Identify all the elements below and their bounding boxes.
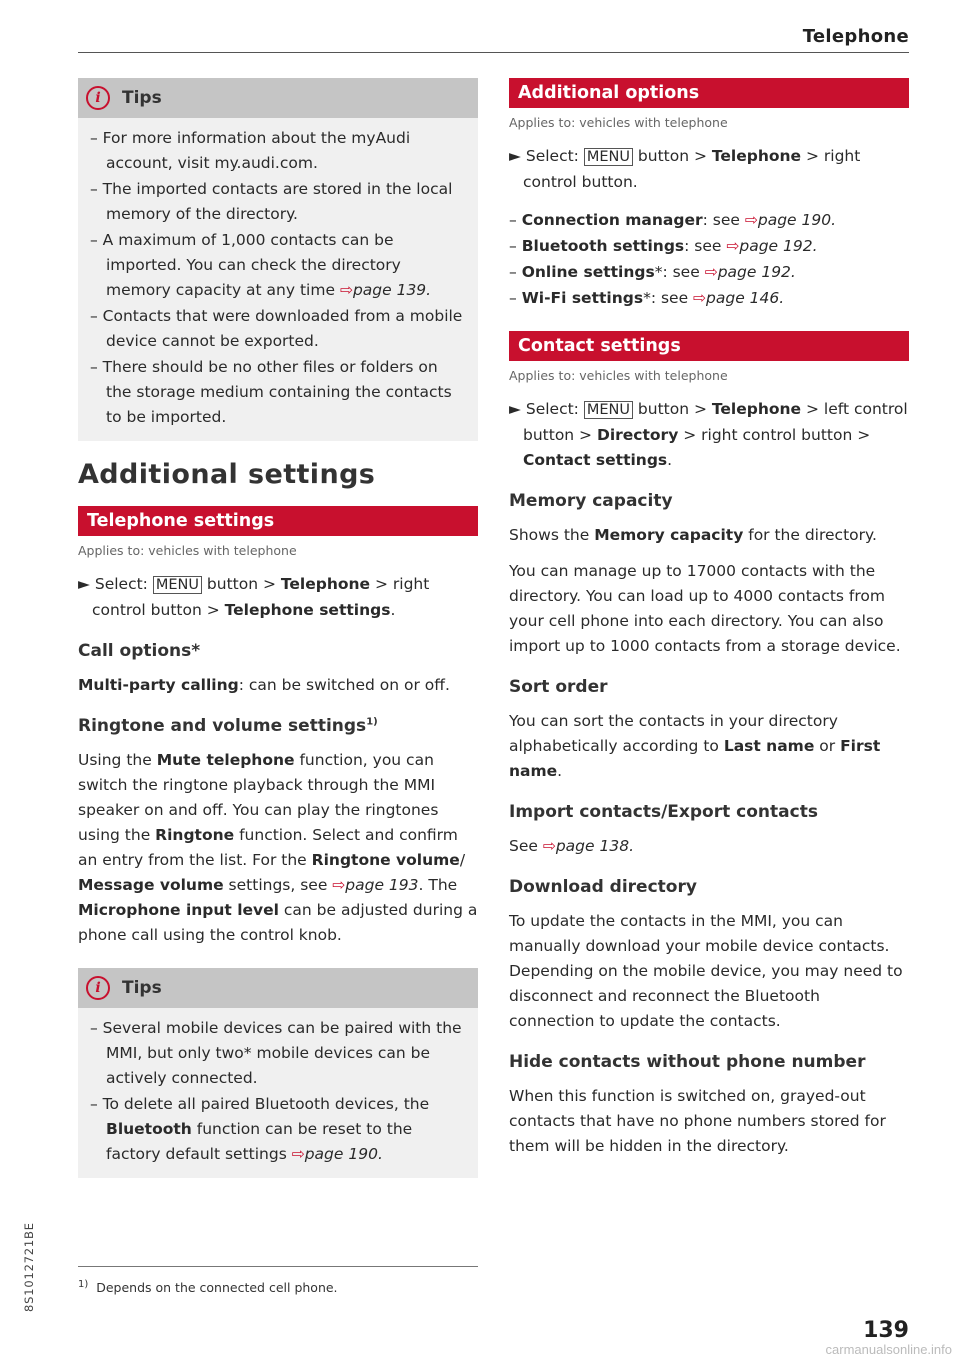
info-icon: i <box>86 86 110 110</box>
memory-capacity-heading: Memory capacity <box>509 491 673 511</box>
arrow-right-icon: ⇨ <box>339 281 353 299</box>
list-item: – Wi-Fi settings*: see ⇨page 146. <box>509 289 785 307</box>
page-reference-text: page 193 <box>345 876 419 894</box>
import-export-text <box>509 834 909 859</box>
bold-term: Connection manager <box>521 211 703 229</box>
tips-item <box>90 1092 464 1167</box>
tips-item-text: function can be reset to the factory default settings <box>106 1120 413 1163</box>
page-reference-text: page 192. <box>717 263 796 281</box>
page-reference-text: page 190. <box>757 211 837 229</box>
select-label: Select: <box>525 400 579 418</box>
download-text: To update the contacts in the MMI, you can manually download your mobile device contacts. Depending on the mobile device, you may need to disconnect and reconnect the Bluetooth connection to update the contacts. <box>509 912 903 1030</box>
menu-key: MENU <box>584 401 633 419</box>
body-text: can be adjusted during a phone call using the control knob. <box>78 901 478 944</box>
body-text: / <box>459 851 466 869</box>
sort-text <box>509 709 909 784</box>
tips-item-text: – To delete all paired Bluetooth devices, the <box>90 1095 430 1113</box>
page-reference-link[interactable] <box>340 281 431 299</box>
arrow-right-icon: ⇨ <box>291 1145 305 1163</box>
additional-options-bar: Additional options <box>509 78 909 108</box>
options-list <box>509 207 909 311</box>
page-reference-text: page 138. <box>555 837 634 855</box>
select-step: ► Select: MENU button > Telephone > left control button > Directory > right control button > Contact settings. <box>509 400 908 469</box>
bold-term: Online settings <box>521 263 655 281</box>
import-export-heading: Import contacts/Export contacts <box>509 802 818 822</box>
document-code: 8S1012721BE <box>22 1222 36 1312</box>
bold-term: Bluetooth <box>106 1120 192 1138</box>
body-text: : see <box>684 237 727 255</box>
left-column <box>78 78 478 1196</box>
body-text: for the directory. <box>743 526 877 544</box>
footnote-marker: 1) <box>78 1279 89 1290</box>
call-options-heading: Call options* <box>78 641 201 661</box>
footnote <box>78 1279 338 1295</box>
list-item: – Online settings*: see ⇨page 192. <box>509 263 796 281</box>
right-column <box>509 78 909 1170</box>
select-label: Select: <box>525 147 579 165</box>
body-text: *: see <box>643 289 694 307</box>
step-text: > right control button. <box>523 147 861 191</box>
tips-box-2 <box>78 968 478 1178</box>
step-text: button > <box>632 400 712 418</box>
bold-term: Message volume <box>78 876 224 894</box>
tips-item: – Several mobile devices can be paired with the MMI, but only two* mobile devices can be actively connected. <box>90 1019 462 1087</box>
section-title: Telephone <box>802 26 909 47</box>
list-item: – Bluetooth settings: see ⇨page 192. <box>509 237 818 255</box>
body-text: . The <box>418 876 458 894</box>
body-text: Using the <box>78 751 157 769</box>
tips-box <box>78 78 478 441</box>
step-text: > right control button > <box>678 426 871 444</box>
arrow-right-icon: ⇨ <box>704 263 718 281</box>
applies-to-note: Applies to: vehicles with telephone <box>509 115 728 130</box>
select-step: ► Select: MENU button > Telephone > right control button. <box>509 147 861 191</box>
bold-term: Last name <box>723 737 815 755</box>
bold-term: Microphone input level <box>78 901 279 919</box>
arrow-right-icon: ⇨ <box>693 289 707 307</box>
tips-item <box>90 228 464 303</box>
select-step: ► Select: MENU button > Telephone > right control button > Telephone settings. <box>78 575 430 619</box>
page-reference-link[interactable] <box>543 837 634 855</box>
step-text: > left control button > <box>523 400 908 444</box>
body-text: *: see <box>654 263 705 281</box>
header-rule <box>78 52 909 53</box>
applies-to-note: Applies to: vehicles with telephone <box>78 543 297 558</box>
call-options-text <box>78 673 478 698</box>
step-text: > right control button > <box>92 575 430 619</box>
step-bold: Telephone <box>711 147 802 165</box>
body-text: Shows the <box>509 526 595 544</box>
step-text: . <box>390 601 396 619</box>
hide-contacts-heading: Hide contacts without phone number <box>509 1052 866 1072</box>
tips-item: – For more information about the myAudi account, visit my.audi.com. <box>90 129 411 172</box>
download-directory-heading: Download directory <box>509 877 697 897</box>
list-item: – Connection manager: see ⇨page 190. <box>509 211 837 229</box>
arrow-right-icon: ⇨ <box>332 876 346 894</box>
arrow-right-icon: ⇨ <box>726 237 740 255</box>
tips-list <box>78 1008 478 1167</box>
body-text: or <box>814 737 841 755</box>
page-reference-text: page 190. <box>304 1145 383 1163</box>
step-bold: Telephone <box>280 575 371 593</box>
body-text: : can be switched on or off. <box>238 676 450 694</box>
main-heading: Additional settings <box>78 459 376 490</box>
telephone-settings-bar: Telephone settings <box>78 506 478 536</box>
step-bold: Telephone <box>711 400 802 418</box>
watermark: carmanualsonline.info <box>825 1342 952 1357</box>
footnote-text: Depends on the connected cell phone. <box>96 1280 338 1296</box>
applies-to-note: Applies to: vehicles with telephone <box>509 368 728 383</box>
tips-item: – The imported contacts are stored in the local memory of the directory. <box>90 180 453 223</box>
tips-title: Tips <box>122 978 162 998</box>
body-text: function, you can switch the ringtone playback through the MMI speaker on and off. You can play the ringtones using the <box>78 751 439 844</box>
page-reference-link[interactable] <box>332 876 418 894</box>
tips-item: – Contacts that were downloaded from a mobile device cannot be exported. <box>90 307 463 350</box>
menu-key: MENU <box>584 148 633 166</box>
body-text: function. Select and confirm an entry from the list. For the <box>78 826 458 869</box>
page-reference-text: page 139. <box>352 281 432 299</box>
info-icon: i <box>86 976 110 1000</box>
bold-term: Wi-Fi settings <box>521 289 644 307</box>
contact-settings-bar: Contact settings <box>509 331 909 361</box>
memory-text <box>509 523 909 548</box>
ringtone-heading <box>78 716 478 736</box>
page-reference-text: page 146. <box>706 289 785 307</box>
step-text: . <box>667 451 673 469</box>
bold-term: Mute telephone <box>156 751 295 769</box>
tips-item-text: – A maximum of 1,000 contacts can be imported. You can check the directory memory capacity at any time <box>90 231 401 299</box>
bold-term: Ringtone volume <box>311 851 460 869</box>
body-text: settings, see <box>223 876 333 894</box>
ringtone-text <box>78 748 478 948</box>
arrow-right-icon: ⇨ <box>744 211 758 229</box>
page-reference-link[interactable] <box>292 1145 383 1163</box>
bold-term: First name <box>509 737 881 780</box>
tips-list <box>78 118 478 430</box>
page-reference-link[interactable] <box>745 211 836 229</box>
page-number: 139 <box>863 1318 909 1343</box>
body-text: . <box>557 762 563 780</box>
footnote-rule <box>78 1266 478 1267</box>
tips-title: Tips <box>122 88 162 108</box>
tips-header <box>78 968 478 1008</box>
bold-term: Multi-party calling <box>78 676 239 694</box>
footnote-marker: 1) <box>366 716 378 728</box>
step-text: button > <box>201 575 281 593</box>
step-bold: Directory <box>596 426 679 444</box>
tips-item: – There should be no other files or folders on the storage medium containing the contacts to be imported. <box>90 358 452 426</box>
step-text: button > <box>632 147 712 165</box>
body-text: : see <box>702 211 745 229</box>
page-reference-link[interactable] <box>705 263 796 281</box>
page-reference-link[interactable] <box>693 289 784 307</box>
body-text: See <box>509 837 543 855</box>
heading-text: Ringtone and volume settings <box>78 716 367 736</box>
page-reference-text: page 192. <box>739 237 818 255</box>
step-bold: Contact settings <box>523 451 668 469</box>
arrow-right-icon: ⇨ <box>542 837 556 855</box>
memory-text-2: You can manage up to 17000 contacts with the directory. You can load up to 4000 contacts from your cell phone into each directory. You can also import up to 1000 contacts from a storage device. <box>509 562 901 655</box>
page-reference-link[interactable] <box>726 237 817 255</box>
body-text: You can sort the contacts in your directory alphabetically according to <box>509 712 838 755</box>
select-label: Select: <box>94 575 148 593</box>
tips-header <box>78 78 478 118</box>
step-bold: Telephone settings <box>224 601 391 619</box>
bold-term: Bluetooth settings <box>521 237 685 255</box>
bold-term: Ringtone <box>155 826 235 844</box>
hide-text: When this function is switched on, grayed-out contacts that have no phone numbers stored for them will be hidden in the directory. <box>509 1087 886 1155</box>
menu-key: MENU <box>153 576 202 594</box>
bold-term: Memory capacity <box>594 526 744 544</box>
sort-order-heading: Sort order <box>509 677 608 697</box>
